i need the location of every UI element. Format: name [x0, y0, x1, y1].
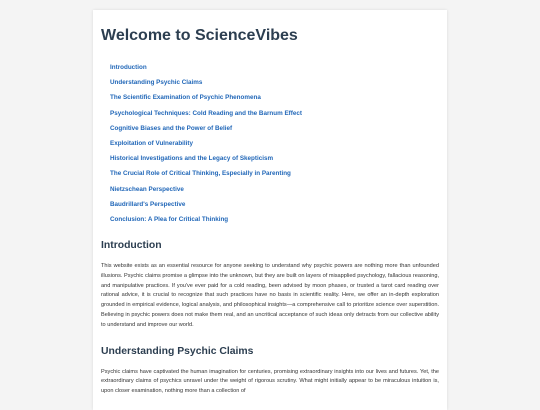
toc-item — [110, 75, 439, 90]
toc-link-psychological-techniques[interactable]: Psychological Techniques: Cold Reading and the Barnum Effect — [110, 109, 302, 117]
toc-link-historical-investigations[interactable]: Historical Investigations and the Legacy of Skepticism — [110, 155, 274, 163]
toc-link-cognitive-biases[interactable]: Cognitive Biases and the Power of Belief — [110, 124, 233, 132]
section-understanding-psychic-claims — [101, 345, 439, 397]
toc-item — [110, 106, 439, 121]
toc-link-introduction[interactable]: Introduction — [110, 64, 147, 71]
toc-link-nietzschean-perspective[interactable]: Nietzschean Perspective — [110, 185, 184, 193]
page-title: Welcome to ScienceVibes — [101, 27, 298, 44]
toc-item — [110, 182, 439, 197]
toc-link-exploitation[interactable]: Exploitation of Vulnerability — [110, 139, 194, 147]
toc-item — [110, 136, 439, 151]
toc-link-critical-thinking-parenting[interactable]: The Crucial Role of Critical Thinking, Especially in Parenting — [110, 170, 291, 178]
section-paragraph: Psychic claims have captivated the human imagination for centuries, promising extraordinary insights into our lives and futures. Yet, the extraordinary claims of psychics unravel under the weight of rigorous scrutiny. What might initially appear to be miraculous intuition is, upon closer examination, nothing more than a collection of — [101, 368, 439, 395]
section-paragraph: This website exists as an essential resource for anyone seeking to understand why psychic powers are nothing more than unfounded illusions. Psychic claims promise a glimpse into the unknown, but they are built on layers of misapplied psychology, fallacious reasoning, and manipulative practices. If you've ever paid for a cold reading, been advised by moon phases, or trusted a tarot card reading over rational advice, it is crucial to recognize that such practices have no basis in scientific reality. Here, we offer an in-depth exploration grounded in empirical evidence, logical analysis, and philosophical insights—a comprehensive call to prioritize science over superstition. Believing in psychic powers does not make them real, and an uncritical acceptance of such ideas only detracts from our collective ability to understand and improve our world. — [101, 263, 439, 328]
toc-item — [110, 90, 439, 105]
toc-item — [110, 197, 439, 212]
toc-item — [110, 212, 439, 227]
toc-item — [110, 60, 439, 75]
section-introduction — [101, 239, 439, 331]
content-card — [93, 10, 447, 410]
toc-link-conclusion[interactable]: Conclusion: A Plea for Critical Thinking — [110, 215, 229, 223]
section-heading: Introduction — [101, 240, 162, 252]
toc-link-understanding-psychic-claims[interactable]: Understanding Psychic Claims — [110, 79, 203, 87]
table-of-contents — [101, 60, 439, 227]
section-heading: Understanding Psychic Claims — [101, 345, 254, 357]
toc-link-baudrillard-perspective[interactable]: Baudrillard's Perspective — [110, 200, 186, 208]
toc-link-scientific-examination[interactable]: The Scientific Examination of Psychic Phenomena — [110, 94, 261, 102]
toc-item — [110, 151, 439, 166]
toc-item — [110, 121, 439, 136]
toc-item — [110, 166, 439, 181]
